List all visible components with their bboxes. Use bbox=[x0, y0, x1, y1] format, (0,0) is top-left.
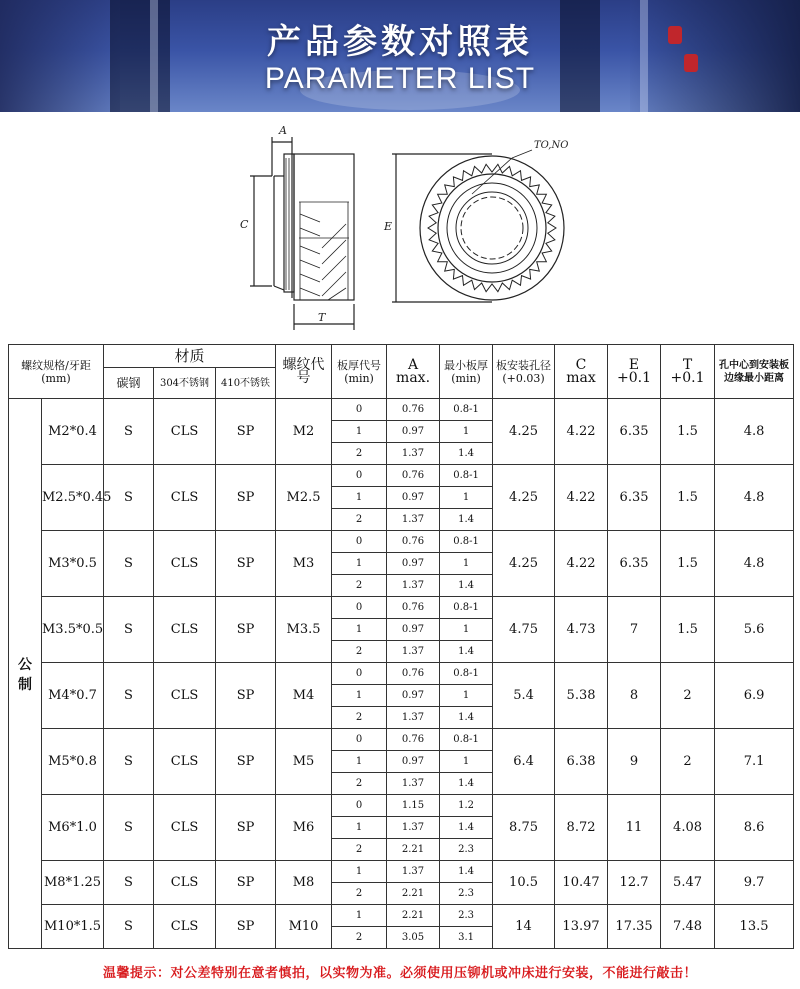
plate-code-cell: 2 bbox=[332, 641, 387, 663]
table-row bbox=[9, 465, 794, 487]
carbon-cell: S bbox=[104, 531, 154, 597]
t-cell: 5.47 bbox=[661, 861, 715, 905]
plate-code-cell: 0 bbox=[332, 795, 387, 817]
thread-code-cell: M4 bbox=[276, 663, 332, 729]
plate-code-cell: 0 bbox=[332, 663, 387, 685]
a-max-cell: 2.21 bbox=[387, 839, 440, 861]
plate-code-cell: 2 bbox=[332, 839, 387, 861]
hole-cell: 5.4 bbox=[493, 663, 555, 729]
spec-cell: M5*0.8 bbox=[42, 729, 104, 795]
edge-distance-cell: 9.7 bbox=[715, 861, 794, 905]
t-cell: 1.5 bbox=[661, 399, 715, 465]
c-cell: 4.22 bbox=[555, 465, 608, 531]
carbon-cell: S bbox=[104, 861, 154, 905]
hole-cell: 4.25 bbox=[493, 465, 555, 531]
c-cell: 10.47 bbox=[555, 861, 608, 905]
c-cell: 8.72 bbox=[555, 795, 608, 861]
e-cell: 6.35 bbox=[608, 465, 661, 531]
c-cell: 4.73 bbox=[555, 597, 608, 663]
hole-cell: 14 bbox=[493, 905, 555, 949]
header-min-thickness bbox=[440, 345, 493, 399]
min-thickness-cell: 1 bbox=[440, 487, 493, 509]
a-max-cell: 1.37 bbox=[387, 817, 440, 839]
a-max-cell: 0.97 bbox=[387, 685, 440, 707]
e-cell: 6.35 bbox=[608, 531, 661, 597]
header-hole bbox=[493, 345, 555, 399]
a-max-cell: 0.97 bbox=[387, 751, 440, 773]
side-label: 公 制 bbox=[9, 399, 42, 949]
table-row bbox=[9, 531, 794, 553]
carbon-cell: S bbox=[104, 597, 154, 663]
table-row bbox=[9, 795, 794, 817]
plate-code-cell: 0 bbox=[332, 399, 387, 421]
min-thickness-cell: 0.8-1 bbox=[440, 729, 493, 751]
ss410-cell: SP bbox=[216, 663, 276, 729]
hole-cell: 4.25 bbox=[493, 399, 555, 465]
parameter-table bbox=[8, 344, 794, 949]
header-banner bbox=[0, 0, 800, 112]
a-max-cell: 2.21 bbox=[387, 905, 440, 927]
side-view bbox=[240, 124, 354, 330]
edge-distance-cell: 8.6 bbox=[715, 795, 794, 861]
header-e-unit: +0.1 bbox=[617, 369, 652, 386]
ss410-cell: SP bbox=[216, 531, 276, 597]
top-view bbox=[383, 140, 568, 302]
ss304-cell: CLS bbox=[154, 597, 216, 663]
plate-code-cell: 2 bbox=[332, 575, 387, 597]
min-thickness-cell: 1.4 bbox=[440, 509, 493, 531]
edge-distance-cell: 4.8 bbox=[715, 465, 794, 531]
spec-cell: M3*0.5 bbox=[42, 531, 104, 597]
a-max-cell: 1.37 bbox=[387, 509, 440, 531]
plate-code-cell: 2 bbox=[332, 509, 387, 531]
plate-code-cell: 1 bbox=[332, 619, 387, 641]
dim-t-label: T bbox=[318, 311, 326, 324]
plate-code-cell: 1 bbox=[332, 817, 387, 839]
table-row bbox=[9, 905, 794, 927]
table-row bbox=[9, 861, 794, 883]
c-cell: 4.22 bbox=[555, 531, 608, 597]
thread-code-cell: M3 bbox=[276, 531, 332, 597]
table-row bbox=[9, 399, 794, 421]
carbon-cell: S bbox=[104, 795, 154, 861]
header-a-label: A bbox=[407, 356, 419, 373]
carbon-cell: S bbox=[104, 663, 154, 729]
ss304-cell: CLS bbox=[154, 531, 216, 597]
min-thickness-cell: 1 bbox=[440, 685, 493, 707]
edge-distance-cell: 7.1 bbox=[715, 729, 794, 795]
plate-code-cell: 0 bbox=[332, 465, 387, 487]
thread-code-cell: M5 bbox=[276, 729, 332, 795]
header-spec-label: 螺纹规格/牙距 bbox=[21, 358, 91, 372]
t-cell: 2 bbox=[661, 663, 715, 729]
plate-code-cell: 1 bbox=[332, 685, 387, 707]
min-thickness-cell: 1 bbox=[440, 751, 493, 773]
a-max-cell: 0.76 bbox=[387, 663, 440, 685]
spec-cell: M4*0.7 bbox=[42, 663, 104, 729]
dim-a-label: A bbox=[279, 124, 287, 137]
thread-code-cell: M3.5 bbox=[276, 597, 332, 663]
min-thickness-cell: 2.3 bbox=[440, 905, 493, 927]
thread-code-cell: M10 bbox=[276, 905, 332, 949]
header-plate-code-label: 板厚代号 bbox=[337, 358, 382, 372]
ss410-cell: SP bbox=[216, 861, 276, 905]
header-material: 材质 bbox=[104, 345, 276, 368]
t-cell: 1.5 bbox=[661, 465, 715, 531]
carbon-cell: S bbox=[104, 399, 154, 465]
a-max-cell: 1.37 bbox=[387, 575, 440, 597]
min-thickness-cell: 1.4 bbox=[440, 773, 493, 795]
header-t bbox=[661, 345, 715, 399]
header-a-unit: max. bbox=[396, 369, 431, 386]
min-thickness-cell: 1.4 bbox=[440, 641, 493, 663]
ss410-cell: SP bbox=[216, 399, 276, 465]
carbon-cell: S bbox=[104, 905, 154, 949]
ss304-cell: CLS bbox=[154, 465, 216, 531]
ss410-cell: SP bbox=[216, 905, 276, 949]
spec-cell: M10*1.5 bbox=[42, 905, 104, 949]
edge-distance-cell: 4.8 bbox=[715, 399, 794, 465]
plate-code-cell: 1 bbox=[332, 553, 387, 575]
carbon-cell: S bbox=[104, 465, 154, 531]
min-thickness-cell: 0.8-1 bbox=[440, 597, 493, 619]
min-thickness-cell: 2.3 bbox=[440, 883, 493, 905]
page-title-cn: 产品参数对照表 bbox=[267, 22, 533, 62]
header-c-label: C bbox=[575, 356, 587, 373]
plate-code-cell: 2 bbox=[332, 927, 387, 949]
e-cell: 6.35 bbox=[608, 399, 661, 465]
min-thickness-cell: 3.1 bbox=[440, 927, 493, 949]
t-cell: 1.5 bbox=[661, 597, 715, 663]
c-cell: 13.97 bbox=[555, 905, 608, 949]
e-cell: 12.7 bbox=[608, 861, 661, 905]
ss410-cell: SP bbox=[216, 597, 276, 663]
header-e bbox=[608, 345, 661, 399]
plate-code-cell: 1 bbox=[332, 487, 387, 509]
ss304-cell: CLS bbox=[154, 905, 216, 949]
c-cell: 5.38 bbox=[555, 663, 608, 729]
t-cell: 2 bbox=[661, 729, 715, 795]
header-ss410: 410不锈铁 bbox=[216, 368, 276, 399]
header-min-thickness-unit: (min) bbox=[451, 371, 481, 385]
min-thickness-cell: 1.4 bbox=[440, 817, 493, 839]
t-cell: 1.5 bbox=[661, 531, 715, 597]
a-max-cell: 1.37 bbox=[387, 861, 440, 883]
header-e-label: E bbox=[628, 356, 640, 373]
min-thickness-cell: 1 bbox=[440, 619, 493, 641]
min-thickness-cell: 0.8-1 bbox=[440, 663, 493, 685]
header-spec bbox=[9, 345, 104, 399]
edge-distance-cell: 5.6 bbox=[715, 597, 794, 663]
ss410-cell: SP bbox=[216, 795, 276, 861]
plate-code-cell: 2 bbox=[332, 773, 387, 795]
edge-distance-cell: 4.8 bbox=[715, 531, 794, 597]
e-cell: 9 bbox=[608, 729, 661, 795]
a-max-cell: 3.05 bbox=[387, 927, 440, 949]
plate-code-cell: 0 bbox=[332, 729, 387, 751]
plate-code-cell: 1 bbox=[332, 751, 387, 773]
technical-drawing bbox=[0, 118, 800, 340]
a-max-cell: 0.97 bbox=[387, 619, 440, 641]
plate-code-cell: 0 bbox=[332, 531, 387, 553]
table-row bbox=[9, 597, 794, 619]
thread-code-cell: M6 bbox=[276, 795, 332, 861]
e-cell: 17.35 bbox=[608, 905, 661, 949]
ss304-cell: CLS bbox=[154, 729, 216, 795]
dim-c-label: C bbox=[240, 218, 249, 231]
parameter-table-body bbox=[9, 399, 794, 949]
ss304-cell: CLS bbox=[154, 795, 216, 861]
a-max-cell: 1.37 bbox=[387, 443, 440, 465]
hole-cell: 10.5 bbox=[493, 861, 555, 905]
header-c bbox=[555, 345, 608, 399]
a-max-cell: 1.37 bbox=[387, 773, 440, 795]
plate-code-cell: 2 bbox=[332, 883, 387, 905]
plate-code-cell: 1 bbox=[332, 421, 387, 443]
a-max-cell: 0.76 bbox=[387, 729, 440, 751]
notice-text: 温馨提示：对公差特别在意者慎拍，以实物为准。必须使用压铆机或冲床进行安装，不能进行敲击！ bbox=[102, 966, 697, 981]
ss304-cell: CLS bbox=[154, 861, 216, 905]
spec-cell: M3.5*0.5 bbox=[42, 597, 104, 663]
min-thickness-cell: 0.8-1 bbox=[440, 531, 493, 553]
min-thickness-cell: 1.2 bbox=[440, 795, 493, 817]
edge-distance-cell: 6.9 bbox=[715, 663, 794, 729]
spec-cell: M2*0.4 bbox=[42, 399, 104, 465]
table-row bbox=[9, 729, 794, 751]
a-max-cell: 0.97 bbox=[387, 553, 440, 575]
min-thickness-cell: 0.8-1 bbox=[440, 399, 493, 421]
t-cell: 4.08 bbox=[661, 795, 715, 861]
header-thread-code: 螺纹代号 bbox=[276, 345, 332, 399]
header-min-thickness-label: 最小板厚 bbox=[444, 358, 489, 372]
a-max-cell: 0.76 bbox=[387, 465, 440, 487]
header-plate-code-unit: (min) bbox=[344, 371, 374, 385]
header-t-label: T bbox=[682, 356, 693, 373]
header-edge-distance: 孔中心到安装板边缘最小距离 bbox=[715, 345, 794, 399]
e-cell: 11 bbox=[608, 795, 661, 861]
a-max-cell: 0.76 bbox=[387, 531, 440, 553]
header-hole-unit: (+0.03) bbox=[502, 371, 545, 385]
a-max-cell: 0.76 bbox=[387, 399, 440, 421]
plate-code-cell: 1 bbox=[332, 861, 387, 883]
header-c-unit: max bbox=[566, 369, 596, 386]
hole-cell: 4.75 bbox=[493, 597, 555, 663]
ss410-cell: SP bbox=[216, 729, 276, 795]
plate-code-cell: 0 bbox=[332, 597, 387, 619]
spec-cell: M2.5*0.45 bbox=[42, 465, 104, 531]
spec-cell: M6*1.0 bbox=[42, 795, 104, 861]
header-spec-unit: (mm) bbox=[41, 371, 71, 385]
table-row bbox=[9, 663, 794, 685]
plate-code-cell: 1 bbox=[332, 905, 387, 927]
min-thickness-cell: 1.4 bbox=[440, 861, 493, 883]
a-max-cell: 2.21 bbox=[387, 883, 440, 905]
a-max-cell: 1.37 bbox=[387, 707, 440, 729]
a-max-cell: 0.97 bbox=[387, 487, 440, 509]
edge-distance-cell: 13.5 bbox=[715, 905, 794, 949]
plate-code-cell: 2 bbox=[332, 443, 387, 465]
hole-cell: 8.75 bbox=[493, 795, 555, 861]
min-thickness-cell: 2.3 bbox=[440, 839, 493, 861]
plate-code-cell: 2 bbox=[332, 707, 387, 729]
note-label: TO,NO bbox=[534, 140, 569, 151]
header-plate-code bbox=[332, 345, 387, 399]
spec-cell: M8*1.25 bbox=[42, 861, 104, 905]
header-t-unit: +0.1 bbox=[670, 369, 705, 386]
header-hole-label: 板安装孔径 bbox=[496, 358, 552, 372]
ss304-cell: CLS bbox=[154, 663, 216, 729]
hole-cell: 6.4 bbox=[493, 729, 555, 795]
a-max-cell: 0.76 bbox=[387, 597, 440, 619]
ss410-cell: SP bbox=[216, 465, 276, 531]
a-max-cell: 1.15 bbox=[387, 795, 440, 817]
min-thickness-cell: 1.4 bbox=[440, 575, 493, 597]
ss304-cell: CLS bbox=[154, 399, 216, 465]
c-cell: 6.38 bbox=[555, 729, 608, 795]
carbon-cell: S bbox=[104, 729, 154, 795]
hole-cell: 4.25 bbox=[493, 531, 555, 597]
e-cell: 7 bbox=[608, 597, 661, 663]
min-thickness-cell: 1.4 bbox=[440, 707, 493, 729]
c-cell: 4.22 bbox=[555, 399, 608, 465]
min-thickness-cell: 1 bbox=[440, 421, 493, 443]
page-title-en: PARAMETER LIST bbox=[264, 62, 536, 95]
thread-code-cell: M2.5 bbox=[276, 465, 332, 531]
a-max-cell: 1.37 bbox=[387, 641, 440, 663]
header-carbon-steel: 碳钢 bbox=[104, 368, 154, 399]
min-thickness-cell: 1 bbox=[440, 553, 493, 575]
dim-e-label: E bbox=[384, 220, 393, 233]
header-ss304: 304不锈钢 bbox=[154, 368, 216, 399]
min-thickness-cell: 0.8-1 bbox=[440, 465, 493, 487]
thread-code-cell: M2 bbox=[276, 399, 332, 465]
a-max-cell: 0.97 bbox=[387, 421, 440, 443]
t-cell: 7.48 bbox=[661, 905, 715, 949]
e-cell: 8 bbox=[608, 663, 661, 729]
min-thickness-cell: 1.4 bbox=[440, 443, 493, 465]
thread-code-cell: M8 bbox=[276, 861, 332, 905]
header-a bbox=[387, 345, 440, 399]
